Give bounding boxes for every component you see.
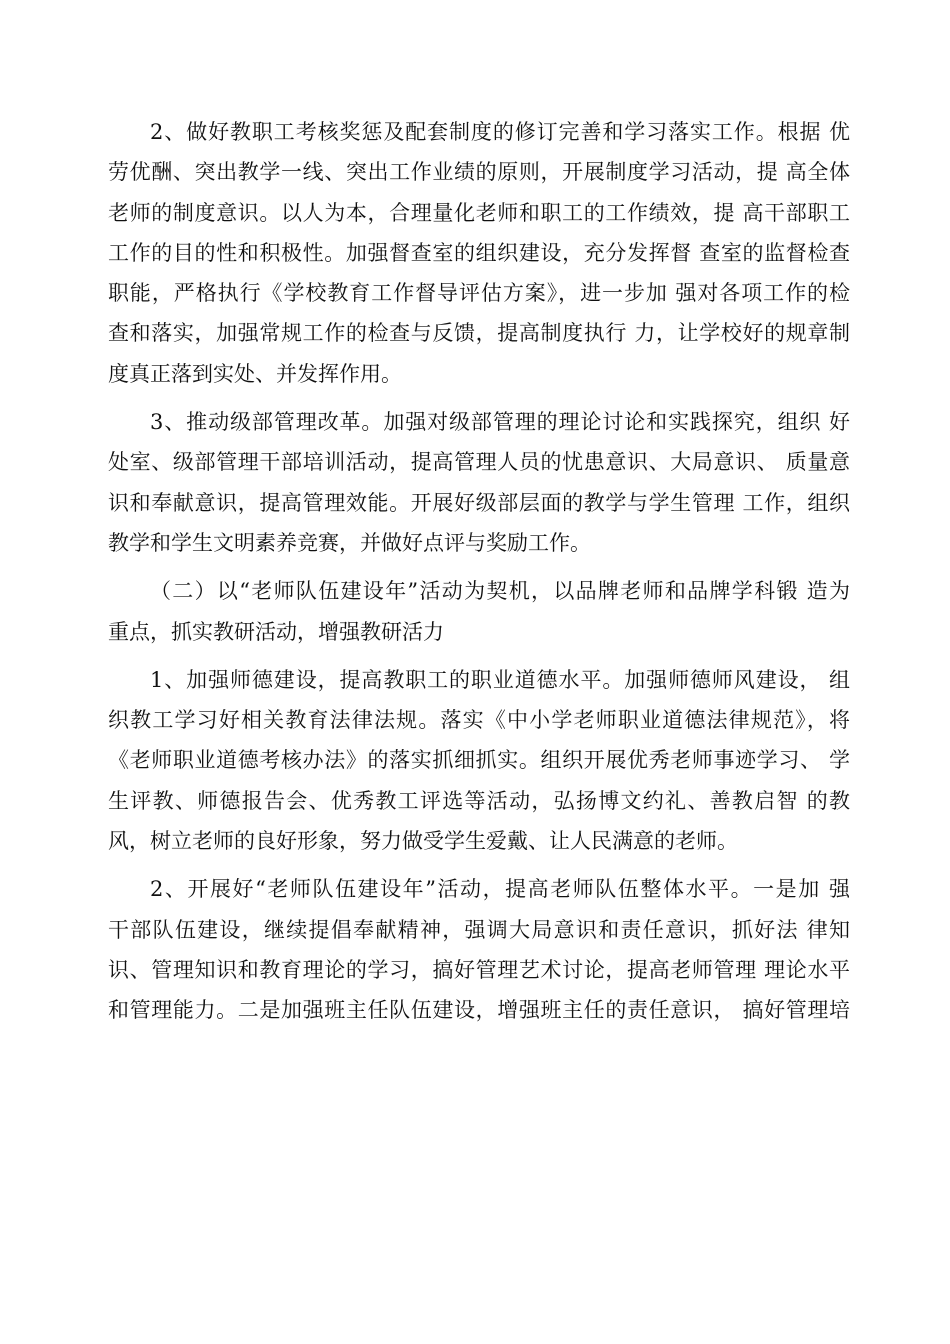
text-line: 2、做好教职工考核奖惩及配套制度的修订完善和学习落实工作。根据 优 xyxy=(150,120,850,144)
text-line: 《老师职业道德考核办法》的落实抓细抓实。组织开展优秀老师事迹学习、 学 xyxy=(108,748,850,773)
text-line: 生评教、师德报告会、优秀教工评选等活动，弘扬博文约礼、善教启智 的教 xyxy=(108,788,850,813)
text-line: 识和奉献意识，提高管理效能。开展好级部层面的教学与学生管理 工作，组织 xyxy=(108,490,850,515)
text-line: 教学和学生文明素养竞赛，并做好点评与奖励工作。 xyxy=(108,530,591,555)
text-line: 重点，抓实教研活动，增强教研活力 xyxy=(108,619,444,644)
text-line: 度真正落到实处、并发挥作用。 xyxy=(108,361,402,386)
text-line: 干部队伍建设，继续提倡奉献精神，强调大局意识和责任意识，抓好法 律知 xyxy=(108,917,850,942)
text-line: 职能，严格执行《学校教育工作督导评估方案》，进一步加 强对各项工作的检 xyxy=(108,281,850,306)
text-line: 处室、级部管理干部培训活动，提高管理人员的忧患意识、大局意识、 质量意 xyxy=(108,450,850,475)
paragraph-sub-2 xyxy=(108,869,850,1030)
section-heading-2 xyxy=(108,571,850,652)
text-line: 查和落实，加强常规工作的检查与反馈，提高制度执行 力，让学校好的规章制 xyxy=(108,321,850,346)
text-line: 2、开展好“老师队伍建设年”活动，提高老师队伍整体水平。一是加 强 xyxy=(150,877,850,902)
text-line: （二）以“老师队伍建设年”活动为契机，以品牌老师和品牌学科锻 造为 xyxy=(150,579,850,604)
text-line: 和管理能力。二是加强班主任队伍建设，增强班主任的责任意识， 搞好管理培 xyxy=(108,998,850,1023)
text-line: 风，树立老师的良好形象，努力做受学生爱戴、让人民满意的老师。 xyxy=(108,829,738,854)
text-line: 1、加强师德建设，提高教职工的职业道德水平。加强师德师风建设， 组 xyxy=(150,667,850,692)
text-line: 识、管理知识和教育理论的学习，搞好管理艺术讨论，提高老师管理 理论水平 xyxy=(108,957,850,982)
text-line: 劳优酬、突出教学一线、突出工作业绩的原则，开展制度学习活动，提 高全体 xyxy=(108,160,850,185)
text-line: 织教工学习好相关教育法律法规。落实《中小学老师职业道德法律规范》，将 xyxy=(108,708,850,733)
paragraph-item-3 xyxy=(108,402,850,563)
paragraph-sub-1 xyxy=(108,660,850,861)
text-line: 老师的制度意识。以人为本，合理量化老师和职工的工作绩效，提 高干部职工 xyxy=(108,200,850,225)
text-line: 3、推动级部管理改革。加强对级部管理的理论讨论和实践探究，组织 好 xyxy=(150,410,850,435)
document-page xyxy=(108,112,850,1039)
text-line: 工作的目的性和积极性。加强督查室的组织建设，充分发挥督 查室的监督检查 xyxy=(108,240,850,265)
paragraph-item-2 xyxy=(108,112,850,394)
